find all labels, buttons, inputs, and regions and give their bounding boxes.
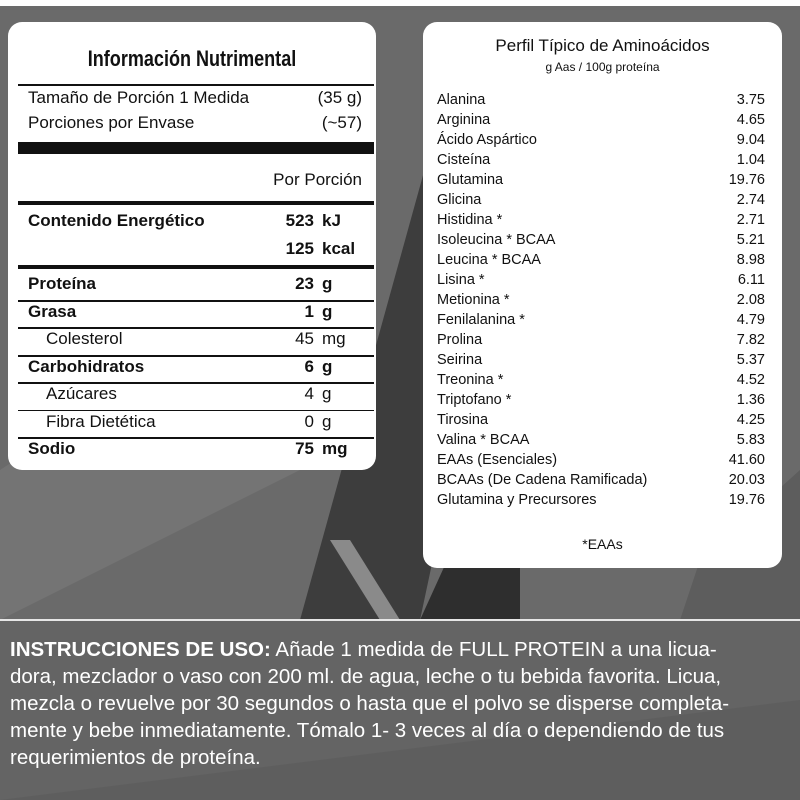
- instructions-line-4: mente y bebe inmediatamente. Tómalo 1- 3 veces al día o dependiendo de tus: [10, 719, 725, 742]
- nutrient-label: Azúcares: [46, 384, 117, 403]
- amino-row: [423, 412, 782, 432]
- amino-row: [423, 312, 782, 332]
- nutrient-label: Sodio: [28, 439, 76, 458]
- amino-name: BCAAs (De Cadena Ramificada): [437, 472, 648, 488]
- nutrient-label: Proteína: [28, 274, 97, 293]
- nutrient-unit: g: [322, 356, 333, 376]
- nutrient-unit: mg: [322, 329, 346, 348]
- divider: [18, 355, 374, 357]
- energy-kcal-unit: kcal: [322, 239, 356, 258]
- amino-value: 19.76: [728, 492, 765, 508]
- servings-label: Porciones por Envase: [28, 113, 195, 132]
- amino-name: Cisteína: [437, 152, 491, 168]
- amino-footnote: *EAAs: [582, 536, 623, 552]
- amino-acid-profile-card: [423, 22, 782, 568]
- amino-name: Lisina *: [437, 272, 485, 288]
- amino-name: Ácido Aspártico: [437, 132, 537, 148]
- energy-kj-row: [8, 211, 376, 237]
- nutrient-row: [8, 384, 376, 410]
- amino-value: 2.08: [736, 292, 765, 308]
- amino-value: 9.04: [736, 132, 765, 148]
- amino-row: [423, 172, 782, 192]
- instructions-block: [10, 636, 792, 771]
- instructions-heading: INSTRUCCIONES DE USO:: [10, 638, 271, 661]
- divider: [18, 382, 374, 384]
- amino-value: 4.79: [736, 312, 765, 328]
- amino-value: 8.98: [736, 252, 765, 268]
- amino-row: [423, 452, 782, 472]
- amino-name: Seirina: [437, 352, 483, 368]
- amino-value: 5.37: [736, 352, 765, 368]
- nutrient-value: 1: [304, 301, 314, 321]
- nutrient-unit: g: [322, 384, 332, 403]
- amino-row: [423, 92, 782, 112]
- divider: [18, 300, 374, 302]
- amino-row: [423, 212, 782, 232]
- amino-name: Leucina * BCAA: [437, 252, 541, 268]
- serving-size-row: [8, 88, 376, 114]
- amino-row: [423, 272, 782, 292]
- amino-value: 2.71: [736, 212, 765, 228]
- nutrient-row: [8, 302, 376, 328]
- amino-value: 4.52: [736, 372, 765, 388]
- amino-value: 1.36: [736, 392, 765, 408]
- nutrient-unit: g: [322, 301, 333, 321]
- amino-value: 4.65: [736, 112, 765, 128]
- nutrient-row: [8, 439, 376, 465]
- amino-row: [423, 372, 782, 392]
- energy-label: Contenido Energético: [28, 211, 205, 230]
- divider: [18, 201, 374, 205]
- nutrient-value: 75: [295, 439, 314, 458]
- amino-name: Glicina: [437, 192, 482, 208]
- nutrient-unit: g: [322, 274, 333, 293]
- amino-row: [423, 192, 782, 212]
- nutrient-label: Fibra Dietética: [46, 411, 156, 431]
- amino-row: [423, 492, 782, 512]
- divider: [18, 410, 374, 411]
- energy-kcal-row: [8, 239, 376, 265]
- amino-name: Glutamina: [437, 172, 504, 188]
- amino-row: [423, 472, 782, 492]
- amino-row: [423, 432, 782, 452]
- amino-name: Isoleucina * BCAA: [437, 232, 556, 248]
- amino-name: Alanina: [437, 92, 486, 108]
- instructions-divider: [0, 619, 800, 621]
- amino-row: [423, 152, 782, 172]
- amino-name: Prolina: [437, 332, 483, 348]
- amino-name: Histidina *: [437, 212, 503, 228]
- per-serving-label: Por Porción: [273, 170, 362, 189]
- energy-kj-value: 523: [285, 211, 314, 230]
- divider: [18, 327, 374, 329]
- nutrition-title: Información Nutrimental: [87, 46, 297, 71]
- nutrient-row: [8, 329, 376, 355]
- amino-subtitle: g Aas / 100g proteína: [545, 60, 660, 74]
- nutrient-label: Carbohidratos: [28, 356, 145, 376]
- serving-size-label: Tamaño de Porción 1 Medida: [28, 88, 250, 107]
- nutrient-value: 6: [304, 356, 314, 376]
- amino-row: [423, 352, 782, 372]
- amino-name: Fenilalanina *: [437, 312, 525, 328]
- amino-row: [423, 332, 782, 352]
- energy-kcal-value: 125: [285, 239, 314, 258]
- amino-value: 20.03: [728, 472, 765, 488]
- amino-name: Valina * BCAA: [437, 432, 530, 448]
- amino-value: 3.75: [736, 92, 765, 108]
- nutrient-unit: mg: [322, 439, 348, 458]
- nutrient-row: [8, 357, 376, 383]
- amino-name: Arginina: [437, 112, 491, 128]
- nutrient-row: [8, 274, 376, 300]
- nutrient-label: Colesterol: [46, 329, 123, 348]
- amino-name: Triptofano *: [437, 392, 512, 408]
- instructions-line-3: mezcla o revuelve por 30 segundos o hasta que el polvo se disperse completa-: [10, 692, 730, 715]
- amino-value: 6.11: [737, 272, 765, 288]
- nutrient-value: 45: [295, 329, 314, 348]
- energy-kj-unit: kJ: [322, 211, 341, 230]
- amino-name: Glutamina y Precursores: [437, 492, 597, 508]
- instructions-line-2: dora, mezclador o vaso con 200 ml. de agua, leche o tu bebida favorita. Licua,: [10, 665, 722, 688]
- amino-value: 5.83: [736, 432, 765, 448]
- servings-value: (~57): [321, 113, 362, 132]
- per-serving-row: [8, 170, 376, 196]
- nutrient-label: Grasa: [28, 301, 77, 321]
- amino-row: [423, 132, 782, 152]
- instructions-line-1: [10, 636, 792, 663]
- thick-divider: [18, 142, 374, 154]
- nutrient-value: 4: [304, 384, 314, 403]
- divider: [18, 84, 374, 86]
- amino-row: [423, 232, 782, 252]
- amino-value: 2.74: [736, 192, 765, 208]
- amino-row: [423, 392, 782, 412]
- amino-name: EAAs (Esenciales): [437, 452, 558, 468]
- amino-name: Tirosina: [437, 412, 489, 428]
- amino-row: [423, 252, 782, 272]
- amino-value: 5.21: [736, 232, 765, 248]
- amino-name: Treonina *: [437, 372, 504, 388]
- nutrient-unit: g: [322, 411, 332, 431]
- amino-value: 19.76: [728, 172, 765, 188]
- nutrient-row: [8, 412, 376, 438]
- amino-title: Perfil Típico de Aminoácidos: [495, 36, 710, 55]
- instructions-line-5: requerimientos de proteína.: [10, 746, 261, 769]
- nutrient-value: 23: [295, 274, 314, 293]
- nutrient-value: 0: [304, 411, 314, 431]
- divider: [18, 437, 374, 439]
- amino-value: 1.04: [736, 152, 765, 168]
- amino-value: 41.60: [728, 452, 765, 468]
- amino-row: [423, 292, 782, 312]
- amino-value: 7.82: [736, 332, 765, 348]
- divider: [18, 265, 374, 269]
- serving-size-value: (35 g): [317, 88, 362, 107]
- amino-row: [423, 112, 782, 132]
- amino-value: 4.25: [736, 412, 765, 428]
- nutrition-facts-card: [8, 22, 376, 470]
- servings-row: [8, 113, 376, 139]
- instructions-text: Añade 1 medida de FULL PROTEIN a una licua-: [270, 638, 717, 661]
- amino-name: Metionina *: [437, 292, 510, 308]
